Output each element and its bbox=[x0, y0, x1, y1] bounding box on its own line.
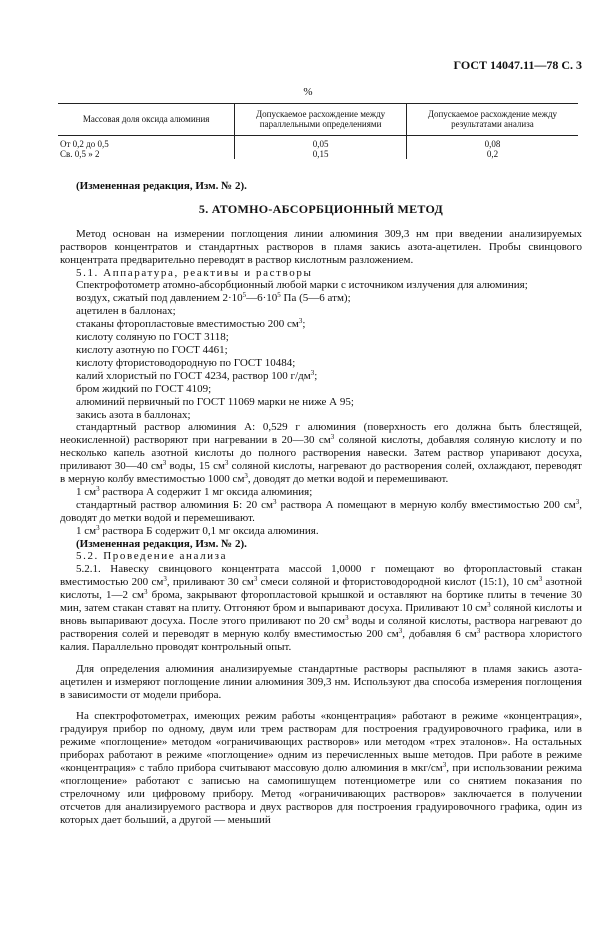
table-cell: От 0,2 до 0,5 bbox=[60, 138, 109, 149]
modes-paragraph: На спектрофотометрах, имеющих режим работы «концентрация» работают в режиме «концентрация», градуируя прибор по одному, двум или трем растворам для построения градуировочного графика, или в режиме «поглощение» методом «ограничивающих растворов» или методом «трех эталонов». На остальных приборах работают в режиме «поглощение» одним из перечисленных выше методов. При работе в режиме «концентрация» с табло прибора считывают массовую долю алюминия в мкг/$см^3$, при использовании режима «поглощение» работают с записью на самопишущем потенциометре или со снятием показания по стрелочному или цифровому прибору. Метод «ограничивающих растворов» заключается в получении отсчетов для анализируемого раствора и двух растворов для построения градуировочного графика, один из которых дает больший, а другой — меньший bbox=[60, 710, 582, 826]
reagent-item: закись азота в баллонах; bbox=[76, 408, 191, 421]
standard-solution-a: стандартный раствор алюминия А: 0,529 г алюминия (поверхность его должна быть блестящей, неокисленной) растворяют при нагревании в 20—30 $см^3$ соляной кислоты, добавляя соляную кислоту и по несколько капель азотной кислоты до полного растворения навески. Затем раствор упаривают досуха, приливают 30—40 $см^3$ воды, 15 $см^3$ соляной кислоты, нагревают до растворения солей, охлаждают, переводят в мерную колбу вместимостью 1000 $см^3$, доводят до метки водой и перемешивают. bbox=[60, 421, 583, 486]
tolerance-table bbox=[58, 103, 578, 159]
equipment-item: Спектрофотометр атомно-абсорбционный любой марки с источником излучения для алюминия; bbox=[76, 279, 528, 292]
section-title: 5. АТОМНО-АБСОРБЦИОННЫЙ МЕТОД bbox=[198, 201, 444, 216]
page-header: ГОСТ 14047.11—78 С. 3 bbox=[453, 58, 582, 72]
equipment-item: воздух, сжатый под давлением $2\cdot 10^5—6\cdot 10^5$ Па (5—6 атм); bbox=[76, 291, 351, 305]
column-header: Допускаемое расхождение между результатами анализа bbox=[406, 104, 578, 136]
procedure-5-2-1: 5.2.1. Навеску свинцового концентрата массой 1,0000 г помещают во фторопластовый стакан вместимостью 200 $см^3$, приливают 30 $см^3$ смеси соляной и фтористоводородной кислот (15:1), 10 $см^3$ азотной кислоты, 1—2 $см^3$ брома, закрывают фторопластовой крышкой и оставляют на бортике плиты в течение 30 мин, затем стакан ставят на плиту. Отгоняют бром и выпаривают досуха. Приливают 10 $см^3$ соляной кислоты и вновь выпаривают досуха. После этого приливают по 20 $см^3$ воды и соляной кислоты, раствора нагревают до растворения солей и переводят в мерную колбу вместимостью 200 $см^3$, добавляя 6 $см^3$ раствора хлористого калия. Параллельно проводят контрольный опыт. bbox=[60, 563, 583, 653]
reagent-item: алюминий первичный по ГОСТ 11069 марки не ниже А 95; bbox=[76, 395, 354, 408]
table-cell: 0,08 bbox=[406, 135, 578, 149]
table-cell: 0,2 bbox=[406, 149, 578, 159]
change-note: (Измененная редакция, Изм. № 2). bbox=[76, 180, 247, 192]
reagent-item: кислоту фтористоводородную по ГОСТ 10484; bbox=[76, 356, 296, 369]
reagent-item: калий хлористый по ГОСТ 4234, раствор 100 $г/дм^3$; bbox=[76, 368, 318, 382]
standard-a-concentration: 1 $см^3$ раствора А содержит 1 мг оксида алюминия; bbox=[76, 484, 313, 498]
table-header-row bbox=[58, 104, 578, 136]
reagent-item: бром жидкий по ГОСТ 4109; bbox=[76, 382, 212, 395]
equipment-item: стаканы фторопластовые вместимостью 200 $см^3$; bbox=[76, 317, 306, 331]
document-body bbox=[60, 180, 582, 827]
table-row bbox=[58, 135, 578, 149]
unit-symbol: % bbox=[303, 86, 313, 98]
table-cell: Св. 0,5 » 2 bbox=[60, 148, 100, 159]
table-row bbox=[58, 149, 578, 159]
reagent-item: кислоту соляную по ГОСТ 3118; bbox=[76, 331, 229, 344]
column-header: Допускаемое расхождение между параллельными определениями bbox=[235, 104, 407, 136]
standard-solution-b: стандартный раствор алюминия Б: 20 $см^3$ раствора А помещают в мерную колбу вместимостью 200 $см^3$, доводят до метки водой и перемешивают. bbox=[60, 497, 583, 524]
subsection-heading-5-2: 5.2. Проведение анализа bbox=[76, 550, 228, 563]
table-cell: 0,15 bbox=[235, 149, 407, 159]
column-header: Массовая доля оксида алюминия bbox=[58, 104, 235, 136]
change-note: (Измененная редакция, Изм. № 2). bbox=[76, 537, 247, 550]
reagent-item: кислоту азотную по ГОСТ 4461; bbox=[76, 343, 228, 356]
spray-paragraph: Для определения алюминия анализируемые стандартные растворы распыляют в пламя закись азота-ацетилен и измеряют поглощение линии алюминия 309,3 нм. Используют два способа измерения поглощения в зависимости от модели прибора. bbox=[60, 662, 582, 701]
standard-b-concentration: 1 $см^3$ раствора Б содержит 0,1 мг оксида алюминия. bbox=[76, 523, 319, 537]
subsection-heading-5-1: 5.1. Аппаратура, реактивы и растворы bbox=[76, 266, 313, 279]
equipment-item: ацетилен в баллонах; bbox=[76, 305, 176, 318]
intro-paragraph: Метод основан на измерении поглощения линии алюминия 309,3 нм при введении анализируемых растворов концентратов и стандартных растворов в пламя закись азота-ацетилен. Пробы свинцового концентрата предварительно переводят в раствор кислотным разложением. bbox=[60, 227, 582, 266]
table-cell: 0,05 bbox=[235, 135, 407, 149]
